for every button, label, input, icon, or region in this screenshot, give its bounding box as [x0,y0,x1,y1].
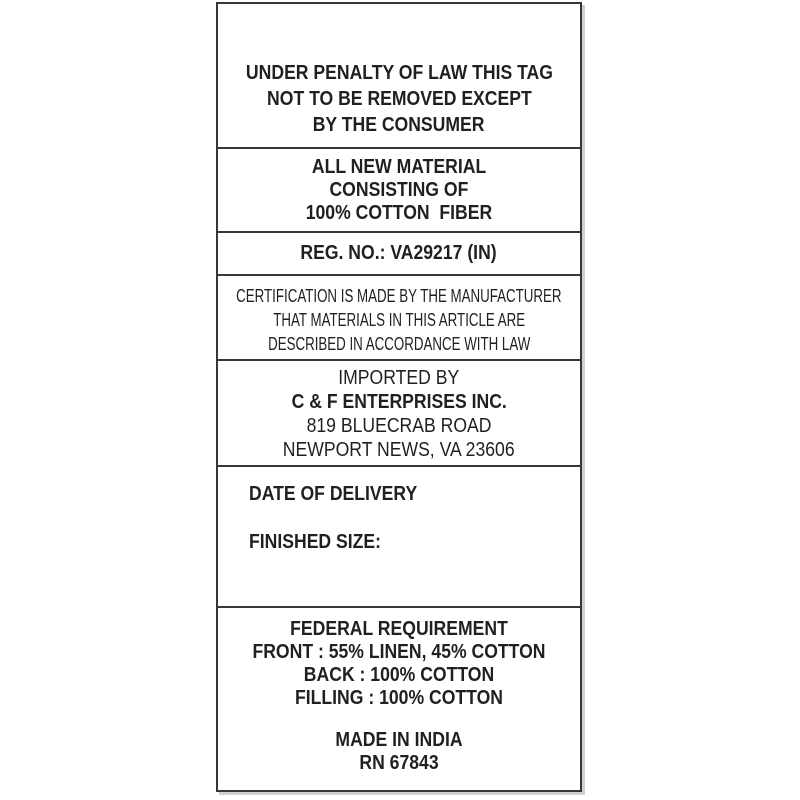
law-tag-label [216,2,582,792]
material-section [218,149,580,233]
origin-block [218,729,580,775]
material-line-3: 100% COTTON FIBER [305,201,493,224]
finished-size-label: FINISHED SIZE: [249,531,382,553]
federal-front: FRONT : 55% LINEN, 45% COTTON [252,641,546,663]
made-in-text: MADE IN INDIA [335,729,463,751]
penalty-line-1: UNDER PENALTY OF LAW THIS TAG [245,62,553,84]
penalty-line-3: BY THE CONSUMER [313,114,485,136]
importer-street: 819 BLUECRAB ROAD [306,415,492,437]
registration-section [218,233,580,276]
delivery-size-section [218,467,580,608]
penalty-notice-section [218,4,580,149]
material-line-2: CONSISTING OF [329,178,469,201]
federal-heading: FEDERAL REQUIREMENT [290,618,508,640]
federal-requirement-section [218,608,580,790]
federal-filling: FILLING : 100% COTTON [295,687,503,709]
importer-heading: IMPORTED BY [338,367,460,389]
certification-section [218,276,580,361]
importer-company: C & F ENTERPRISES INC. [291,391,507,413]
federal-back: BACK : 100% COTTON [303,664,495,686]
certification-line-1: CERTIFICATION IS MADE BY THE MANUFACTURER [236,285,562,306]
reg-no-text: REG. NO.: VA29217 (IN) [300,242,498,264]
importer-section [218,361,580,467]
penalty-line-2: NOT TO BE REMOVED EXCEPT [266,88,532,110]
certification-line-2: THAT MATERIALS IN THIS ARTICLE ARE [273,309,525,330]
certification-line-3: DESCRIBED IN ACCORDANCE WITH LAW [267,333,531,354]
importer-city: NEWPORT NEWS, VA 23606 [283,439,515,461]
material-line-1: ALL NEW MATERIAL [311,155,487,178]
date-of-delivery-label: DATE OF DELIVERY [249,483,418,505]
rn-number-text: RN 67843 [359,752,439,774]
